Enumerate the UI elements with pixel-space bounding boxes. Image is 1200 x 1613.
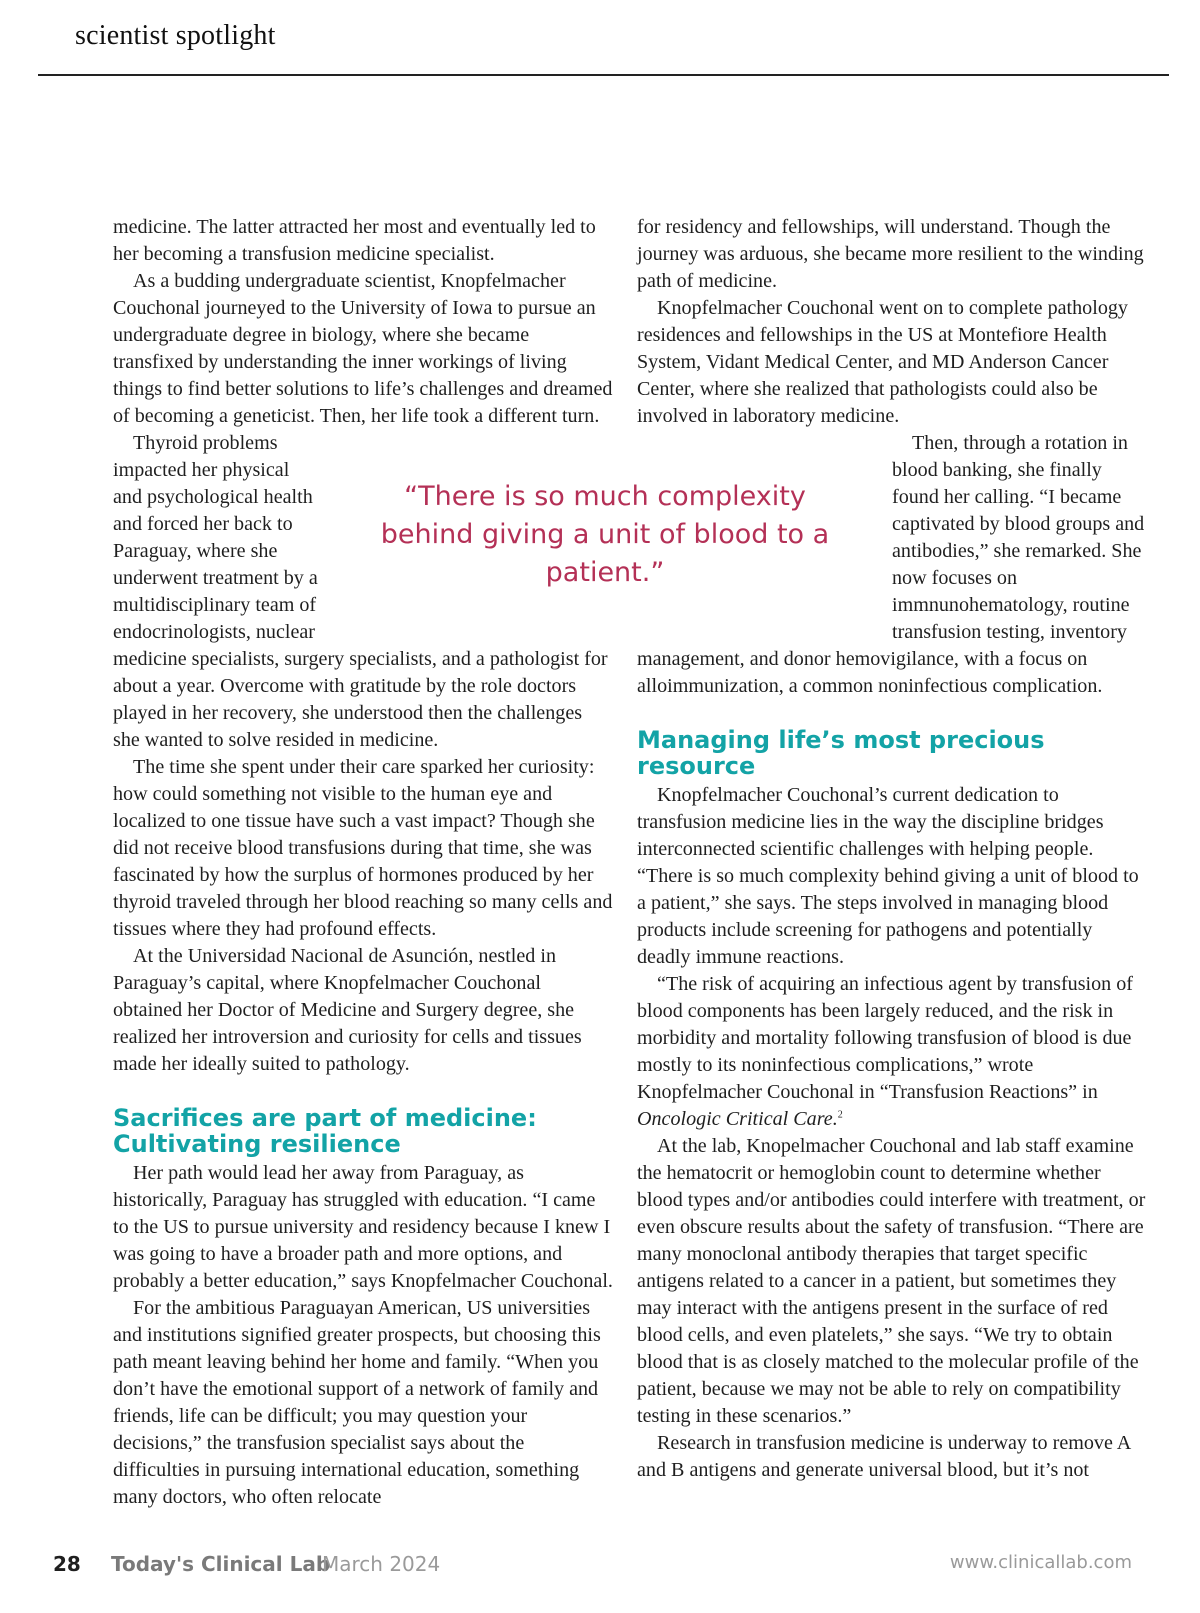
paragraph: medicine. The latter attracted her most and eventually led to her becoming a transfusion medicine specialist. (113, 216, 596, 265)
header-rule (38, 74, 1169, 76)
paragraph-text: “The risk of acquiring an infectious agent by transfusion of blood components has been largely reduced, and the risk in morbidity and mortality following transfusion of blood is due mostly to its noninfectious complications,” wrote Knopfelmacher Couchonal in “Transfusion Reactions” in (637, 973, 1133, 1103)
paragraph (637, 971, 1147, 1133)
issue-date: March 2024 (322, 1552, 441, 1576)
paragraph: Research in transfusion medicine is underway to remove A and B antigens and generate universal blood, but it’s not (637, 1432, 1131, 1481)
journal-title: Oncologic Critical Care. (637, 1108, 838, 1130)
paragraph: Knopfelmacher Couchonal went on to complete pathology residences and fellowships in the US at Montefiore Health System, Vidant Medical Center, and MD Anderson Cancer Center, where she realized that pathologists could also be involved in laboratory medicine. (637, 297, 1128, 427)
paragraph: As a budding undergraduate scientist, Knopfelmacher Couchonal journeyed to the University of Iowa to pursue an undergraduate degree in biology, where she became transfixed by understanding the inner workings of living things to find better solutions to life’s challenges and dreamed of becoming a geneticist. Then, her life took a different turn. (113, 270, 613, 427)
publication-name: Today's Clinical Lab (111, 1552, 331, 1576)
paragraph: The time she spent under their care sparked her curiosity: how could something not visible to the human eye and localized to one tissue have such a vast impact? Though she did not receive blood transfusions during that time, she was fascinated by how the surplus of hormones produced by her thyroid traveled through her blood reaching so many cells and tissues where they had profound effects. (113, 756, 613, 940)
section-label: scientist spotlight (75, 20, 276, 51)
paragraph: At the Universidad Nacional de Asunción, nestled in Paraguay’s capital, where Knopfelmacher Couchonal obtained her Doctor of Medicine and Surgery degree, she realized her introversion and curiosity for cells and tissues made her ideally suited to pathology. (113, 945, 582, 1075)
section-heading: Managing life’s most precious resource (637, 726, 1045, 780)
paragraph: For the ambitious Paraguayan American, US universities and institutions signified greater prospects, but choosing this path meant leaving behind her home and family. “When you don’t have the emotional support of a network of family and friends, life can be difficult; you may question your decisions,” the transfusion specialist says about the difficulties in pursuing international education, something many doctors, who often relocate (113, 1297, 601, 1508)
website-url[interactable]: www.clinicallab.com (949, 1552, 1132, 1573)
paragraph: Her path would lead her away from Paraguay, as historically, Paraguay has struggled with education. “I came to the US to pursue university and residency because I knew I was going to have a broader path and more options, and probably a better education,” says Knopfelmacher Couchonal. (113, 1162, 613, 1292)
pull-quote: “There is so much complexity behind giving a unit of blood to a patient.” (380, 481, 830, 588)
paragraph: At the lab, Knopelmacher Couchonal and lab staff examine the hematocrit or hemoglobin count to determine whether blood types and/or antibodies could interfere with treatment, or even obscure results about the safety of transfusion. “There are many monoclonal antibody therapies that target specific antigens related to a cancer in a patient, but sometimes they may interact with the antigens present in the surface of red blood cells, and even platelets,” she says. “We try to obtain blood that is as closely matched to the molecular profile of the patient, because we may not be able to rely on compatibility testing in these scenarios.” (637, 1135, 1146, 1427)
footer (0, 1552, 1200, 1582)
page-number: 28 (53, 1552, 81, 1576)
paragraph: Knopfelmacher Couchonal’s current dedication to transfusion medicine lies in the way the discipline bridges interconnected scientific challenges with helping people. “There is so much complexity behind giving a unit of blood to a patient,” she says. The steps involved in managing blood products include screening for pathogens and potentially deadly immune reactions. (637, 784, 1139, 968)
paragraph: Then, through a rotation in blood banking, she finally found her calling. “I became captivated by blood groups and antibodies,” she remarked. She now focuses on immnunohematology, routine transfusion testing, inventory management, and donor hemovigilance, with a focus on alloimmunization, a common noninfectious complication. (637, 432, 1145, 697)
paragraph: Thyroid problems impacted her physical and psychological health and forced her back to Paraguay, where she underwent treatment by a multidisciplinary team of endocrinologists, nuclear medicine specialists, surgery specialists, and a pathologist for about a year. Overcome with gratitude by the role doctors played in her recovery, she understood then the challenges she wanted to solve resided in medicine. (113, 432, 608, 751)
reference-number: 2 (837, 1109, 843, 1121)
section-heading: Sacrifices are part of medicine: Cultivating resilience (113, 1104, 537, 1158)
paragraph: for residency and fellowships, will understand. Though the journey was arduous, she became more resilient to the winding path of medicine. (637, 216, 1144, 292)
left-column (113, 214, 613, 1511)
right-column (637, 214, 1147, 1484)
